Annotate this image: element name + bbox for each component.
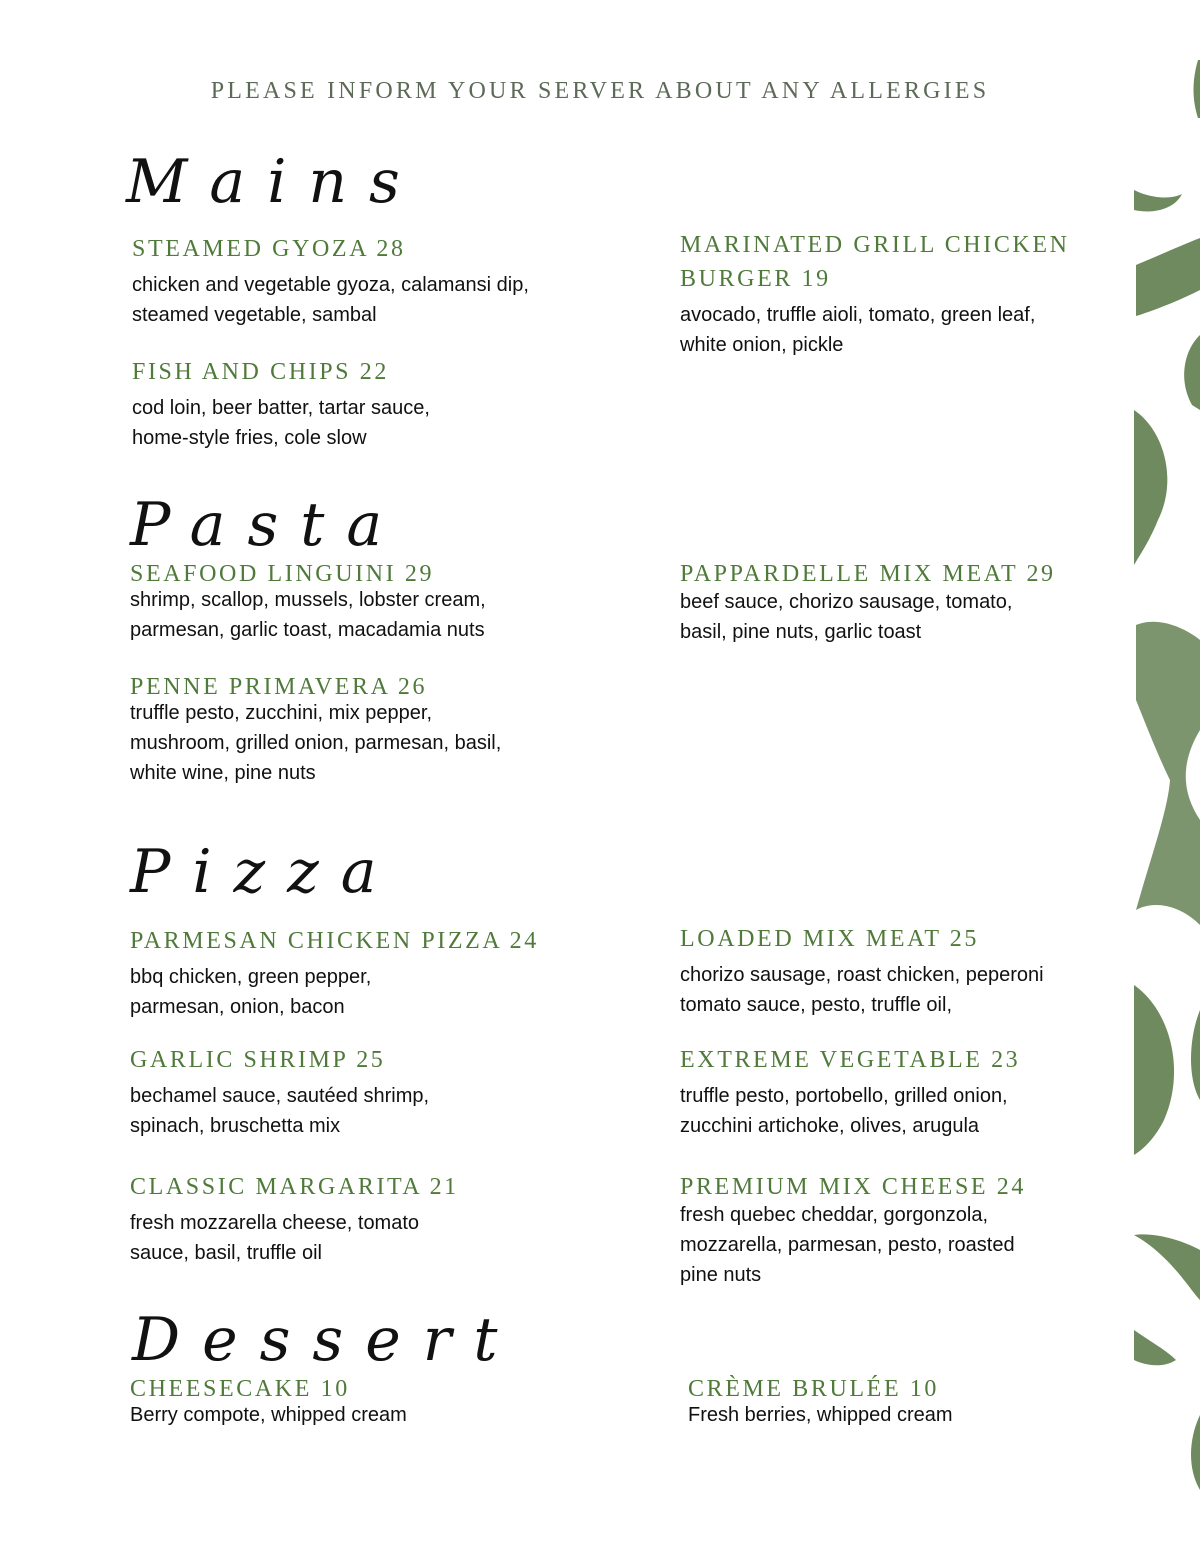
brush-stroke [1134, 410, 1167, 565]
item-description: cod loin, beer batter, tartar sauce, home-style fries, cole slow [132, 397, 430, 449]
item-description: beef sauce, chorizo sausage, tomato, basil, pine nuts, garlic toast [680, 591, 1013, 643]
menu-item [680, 557, 1150, 647]
brush-stroke [1191, 1415, 1200, 1490]
menu-item [130, 924, 600, 1022]
brush-stroke [1134, 1330, 1176, 1365]
menu-item [130, 557, 600, 645]
item-name: PARMESAN CHICKEN PIZZA 24 [130, 928, 539, 954]
item-name: CHEESECAKE 10 [130, 1376, 350, 1402]
item-description: fresh mozzarella cheese, tomato sauce, basil, truffle oil [130, 1212, 420, 1264]
menu-item [130, 1372, 600, 1430]
brush-stroke [1136, 238, 1200, 316]
item-description: Berry compote, whipped cream [130, 1404, 407, 1426]
item-description: truffle pesto, portobello, grilled onion, zucchini artichoke, olives, arugula [680, 1085, 1008, 1137]
item-description: chorizo sausage, roast chicken, peperoni tomato sauce, pesto, truffle oil, [680, 964, 1044, 1016]
menu-item [680, 1170, 1150, 1290]
item-name: FISH AND CHIPS 22 [132, 359, 389, 385]
section-title-pizza: Pizza [130, 837, 399, 907]
item-description: truffle pesto, zucchini, mix pepper, mushroom, grilled onion, parmesan, basil, white wine, pine nuts [130, 702, 502, 784]
item-name: MARINATED GRILL CHICKEN BURGER 19 [680, 232, 1070, 292]
section-title-dessert: Dessert [132, 1305, 520, 1375]
brush-stroke [1191, 1010, 1200, 1100]
item-description: bbq chicken, green pepper, parmesan, onion, bacon [130, 966, 372, 1018]
decorative-brush-pattern [1130, 0, 1200, 1558]
item-name: CRÈME BRULÉE 10 [688, 1376, 940, 1402]
item-description: shrimp, scallop, mussels, lobster cream, parmesan, garlic toast, macadamia nuts [130, 589, 486, 641]
menu-item [680, 922, 1150, 1020]
menu-item [680, 1043, 1150, 1141]
item-name: GARLIC SHRIMP 25 [130, 1047, 386, 1073]
brush-stroke [1134, 985, 1174, 1155]
menu-item [680, 228, 1120, 360]
item-name: EXTREME VEGETABLE 23 [680, 1047, 1021, 1073]
item-name: CLASSIC MARGARITA 21 [130, 1174, 459, 1200]
item-name: PAPPARDELLE MIX MEAT 29 [680, 561, 1056, 587]
brush-stroke [1184, 335, 1200, 410]
brush-stroke [1134, 1234, 1200, 1300]
item-description: bechamel sauce, sautéed shrimp, spinach, bruschetta mix [130, 1085, 430, 1137]
brush-stroke-top [1194, 60, 1200, 118]
item-name: LOADED MIX MEAT 25 [680, 926, 980, 952]
menu-item [130, 1170, 600, 1268]
item-description: chicken and vegetable gyoza, calamansi dip, steamed vegetable, sambal [132, 274, 529, 326]
brush-stroke [1134, 190, 1182, 211]
item-name: STEAMED GYOZA 28 [132, 236, 406, 262]
menu-item [688, 1372, 1158, 1430]
menu-item [132, 355, 602, 453]
section-title-mains: Mains [126, 147, 422, 217]
section-title-pasta: Pasta [130, 490, 405, 560]
menu-item [130, 1043, 600, 1141]
menu-item [130, 670, 600, 788]
item-description: fresh quebec cheddar, gorgonzola, mozzarella, parmesan, pesto, roasted pine nuts [680, 1204, 1015, 1286]
item-name: PREMIUM MIX CHEESE 24 [680, 1174, 1026, 1200]
item-name: PENNE PRIMAVERA 26 [130, 674, 428, 700]
menu-item [132, 232, 602, 330]
item-description: avocado, truffle aioli, tomato, green leaf, white onion, pickle [680, 304, 1036, 356]
item-name: SEAFOOD LINGUINI 29 [130, 561, 435, 587]
item-description: Fresh berries, whipped cream [688, 1404, 953, 1426]
allergy-notice: PLEASE INFORM YOUR SERVER ABOUT ANY ALLERGIES [210, 78, 990, 104]
